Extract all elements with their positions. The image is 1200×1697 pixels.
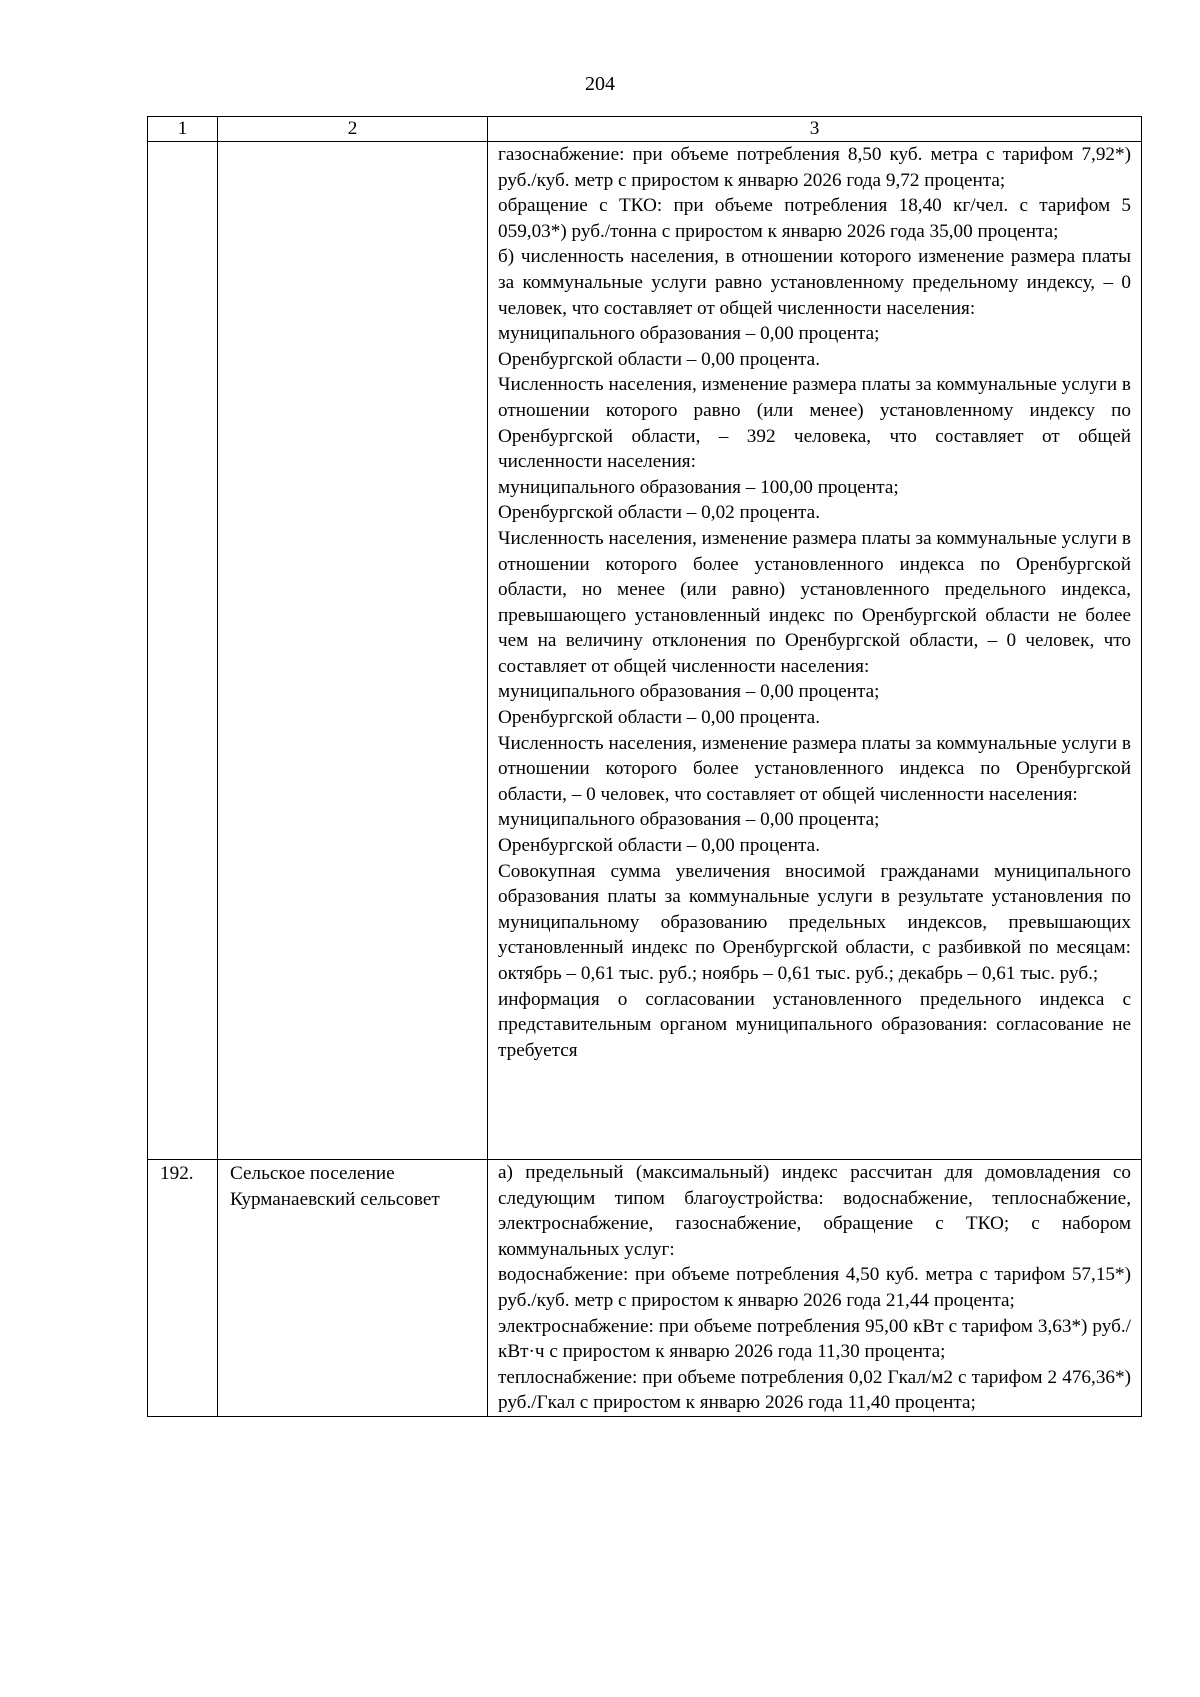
content-paragraph: Оренбургской области – 0,00 процента. <box>498 707 820 729</box>
content-paragraph: а) предельный (максимальный) индекс рассчитан для домовладения со следующим типом благоустройства: водоснабжение, теплоснабжение, электроснабжение, газоснабжение, обращение с ТКО; с набором коммунальных услуг: <box>498 1162 1131 1260</box>
municipality-name-line: Сельское поселение <box>230 1163 395 1184</box>
municipality-name <box>218 1160 488 1417</box>
content-paragraph: муниципального образования – 0,00 процента; <box>498 681 880 703</box>
content-paragraph: Оренбургской области – 0,02 процента. <box>498 502 820 524</box>
content-paragraph: информация о согласовании установленного предельного индекса с представительным органом муниципального образования: согласование не требуется <box>498 988 1131 1061</box>
content-paragraph: Оренбургской области – 0,00 процента. <box>498 348 820 370</box>
row-content <box>488 1160 1142 1417</box>
header-col-1: 1 <box>148 117 218 142</box>
content-paragraph: газоснабжение: при объеме потребления 8,50 куб. метра с тарифом 7,92*) руб./куб. метр с приростом к январю 2026 года 9,72 процента; <box>498 144 1131 191</box>
row-number: 192. <box>148 1160 218 1417</box>
content-paragraph: Совокупная сумма увеличения вносимой гражданами муниципального образования платы за коммунальные услуги в результате установления по муниципальному образованию предельных индексов, превышающих установленный индекс по Оренбургской области, с разбивкой по месяцам: октябрь – 0,61 тыс. руб.; ноябрь – 0,61 тыс. руб.; декабрь – 0,61 тыс. руб.; <box>498 860 1131 984</box>
content-paragraph: б) численность населения, в отношении которого изменение размера платы за коммунальные услуги равно установленному предельному индексу, – 0 человек, что составляет от общей численности населения: <box>498 246 1131 319</box>
content-paragraph: Численность населения, изменение размера платы за коммунальные услуги в отношении которого более установленного индекса по Оренбургской области, но менее (или равно) установленного предельного индекса, превышающего установленный индекс по Оренбургской области не более чем на величину отклонения по Оренбургской области, – 0 человек, что составляет от общей численности населения: <box>498 527 1131 677</box>
content-paragraph: Численность населения, изменение размера платы за коммунальные услуги в отношении которого равно (или менее) установленному индексу по Оренбургской области, – 392 человека, что составляет от общей численности населения: <box>498 374 1131 473</box>
table-header-row <box>148 117 1142 142</box>
document-table <box>147 116 1142 1417</box>
content-paragraph: муниципального образования – 0,00 процента; <box>498 323 880 345</box>
content-paragraph: теплоснабжение: при объеме потребления 0,02 Гкал/м2 с тарифом 2 476,36*) руб./Гкал с приростом к январю 2026 года 11,40 процента; <box>498 1366 1131 1414</box>
municipality-name <box>218 142 488 1160</box>
page-number: 204 <box>585 73 615 95</box>
header-col-2: 2 <box>218 117 488 142</box>
content-paragraph: обращение с ТКО: при объеме потребления 18,40 кг/чел. с тарифом 5 059,03*) руб./тонна с приростом к январю 2026 года 35,00 процента; <box>498 195 1131 242</box>
table-row <box>148 142 1142 1160</box>
content-paragraph: Оренбургской области – 0,00 процента. <box>498 835 820 857</box>
content-paragraph: электроснабжение: при объеме потребления 95,00 кВт с тарифом 3,63*) руб./кВт·ч с приростом к январю 2026 года 11,30 процента; <box>498 1315 1131 1363</box>
header-col-3: 3 <box>488 117 1142 142</box>
municipality-name-line: Курманаевский сельсовет <box>230 1188 440 1210</box>
content-paragraph: Численность населения, изменение размера платы за коммунальные услуги в отношении которого более установленного индекса по Оренбургской области, – 0 человек, что составляет от общей численности населения: <box>498 732 1131 805</box>
content-paragraph: муниципального образования – 100,00 процента; <box>498 476 899 498</box>
table-row <box>148 1160 1142 1417</box>
content-paragraph: муниципального образования – 0,00 процента; <box>498 809 880 831</box>
row-content <box>488 142 1142 1160</box>
content-paragraph: водоснабжение: при объеме потребления 4,50 куб. метра с тарифом 57,15*) руб./куб. метр с приростом к январю 2026 года 21,44 процента; <box>498 1264 1131 1311</box>
row-number <box>148 142 218 1160</box>
